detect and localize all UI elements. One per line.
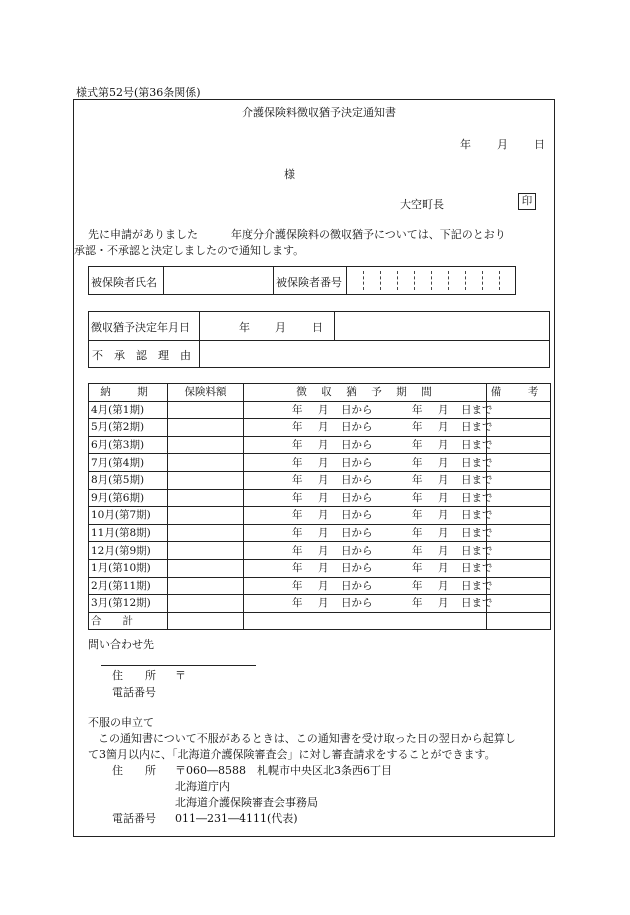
span-year: 年 <box>292 544 303 557</box>
span-month: 月 <box>438 491 449 504</box>
span-year: 年 <box>292 421 303 434</box>
decision-extra-field[interactable] <box>335 312 549 340</box>
span-month: 月 <box>318 509 329 522</box>
span-month: 月 <box>318 474 329 487</box>
row-note[interactable] <box>487 542 551 560</box>
span-to: 日まで <box>461 562 493 575</box>
row-note[interactable] <box>487 595 551 613</box>
header-amount: 保険料額 <box>168 384 244 402</box>
span-from: 日から <box>341 544 373 557</box>
row-note[interactable] <box>487 454 551 472</box>
row-amount[interactable] <box>168 559 244 577</box>
span-to: 日まで <box>461 456 493 469</box>
row-period: 9月(第6期) <box>89 489 168 507</box>
span-month: 月 <box>318 403 329 416</box>
row-note[interactable] <box>487 559 551 577</box>
recipient-suffix: 様 <box>284 168 295 181</box>
appeal-phone-label: 電話番号 <box>112 812 156 825</box>
row-note[interactable] <box>487 419 551 437</box>
span-from: 日から <box>341 579 373 592</box>
table-row <box>89 471 551 489</box>
installment-table <box>88 383 551 630</box>
span-to: 日まで <box>461 527 493 540</box>
row-period: 3月(第12期) <box>89 595 168 613</box>
total-row <box>89 612 551 630</box>
issue-date-year: 年 <box>460 138 471 151</box>
table-row <box>89 524 551 542</box>
span-to: 日まで <box>461 579 493 592</box>
table-row <box>89 559 551 577</box>
row-period: 11月(第8期) <box>89 524 168 542</box>
insured-name-label-cell <box>89 267 164 294</box>
span-to: 日まで <box>461 403 493 416</box>
row-note[interactable] <box>487 471 551 489</box>
span-year: 年 <box>412 491 423 504</box>
issuer-name: 大空町長 <box>400 198 444 211</box>
span-year: 年 <box>292 439 303 452</box>
row-note[interactable] <box>487 401 551 419</box>
span-from: 日から <box>341 597 373 610</box>
row-period: 8月(第5期) <box>89 471 168 489</box>
span-month: 月 <box>438 421 449 434</box>
appeal-address-line2: 北海道庁内 <box>175 780 230 793</box>
appeal-address-line3: 北海道介護保険審査会事務局 <box>175 796 318 809</box>
span-from: 日から <box>341 474 373 487</box>
row-deferral-span[interactable] <box>244 595 493 613</box>
insured-number-label-cell <box>274 267 347 294</box>
row-deferral-span[interactable] <box>244 436 493 454</box>
row-amount[interactable] <box>168 401 244 419</box>
insured-number-field[interactable] <box>347 267 515 294</box>
span-year: 年 <box>292 456 303 469</box>
disapproval-reason-field[interactable] <box>200 341 549 367</box>
span-month: 月 <box>438 579 449 592</box>
seal-mark: 印 <box>518 193 536 210</box>
header-note: 備 考 <box>487 384 551 402</box>
span-to: 日まで <box>461 544 493 557</box>
table-row <box>89 542 551 560</box>
span-month: 月 <box>318 562 329 575</box>
decision-date-day: 日 <box>312 321 323 334</box>
span-month: 月 <box>438 474 449 487</box>
row-period: 2月(第11期) <box>89 577 168 595</box>
row-note[interactable] <box>487 436 551 454</box>
span-month: 月 <box>438 439 449 452</box>
row-period: 7月(第4期) <box>89 454 168 472</box>
span-from: 日から <box>341 491 373 504</box>
span-month: 月 <box>318 527 329 540</box>
row-amount[interactable] <box>168 524 244 542</box>
appeal-heading: 不服の申立て <box>88 716 154 729</box>
row-deferral-span[interactable] <box>244 489 493 507</box>
span-from: 日から <box>341 456 373 469</box>
intro-text-line1: 先に申請がありました 年度分介護保険料の徴収猶予については、下記のとおり <box>88 228 506 241</box>
span-from: 日から <box>341 509 373 522</box>
table-row <box>89 577 551 595</box>
span-year: 年 <box>292 597 303 610</box>
span-month: 月 <box>318 544 329 557</box>
row-deferral-span[interactable] <box>244 542 493 560</box>
header-period: 納 期 <box>89 384 168 402</box>
form-title: 介護保険料徴収猶予決定通知書 <box>242 106 396 119</box>
decision-box <box>88 311 550 368</box>
appeal-address-label: 住 所 <box>112 764 156 777</box>
appeal-text-line2: て3箇月以内に、「北海道介護保険審査会」に対し審査請求をすることができます。 <box>88 748 496 761</box>
issue-date-month: 月 <box>497 138 508 151</box>
span-month: 月 <box>318 597 329 610</box>
span-year: 年 <box>412 421 423 434</box>
span-year: 年 <box>412 527 423 540</box>
total-amount[interactable] <box>168 612 244 630</box>
row-period: 4月(第1期) <box>89 401 168 419</box>
row-amount[interactable] <box>168 577 244 595</box>
span-to: 日まで <box>461 491 493 504</box>
span-from: 日から <box>341 403 373 416</box>
intro-text-line2: 承認・不承認と決定しましたので通知します。 <box>74 244 305 257</box>
span-year: 年 <box>292 474 303 487</box>
contact-address-label: 住 所 <box>112 669 156 682</box>
form-number: 様式第52号(第36条関係) <box>76 86 201 99</box>
span-to: 日まで <box>461 474 493 487</box>
span-month: 月 <box>318 439 329 452</box>
span-from: 日から <box>341 421 373 434</box>
insured-name-label: 被保険者氏名 <box>91 276 157 289</box>
contact-heading: 問い合わせ先 <box>88 638 154 651</box>
span-year: 年 <box>412 474 423 487</box>
table-row <box>89 507 551 525</box>
span-to: 日まで <box>461 439 493 452</box>
row-period: 6月(第3期) <box>89 436 168 454</box>
span-month: 月 <box>438 597 449 610</box>
row-deferral-span[interactable] <box>244 471 493 489</box>
table-row <box>89 401 551 419</box>
table-row <box>89 489 551 507</box>
row-note[interactable] <box>487 489 551 507</box>
contact-underline <box>101 665 256 666</box>
row-deferral-span[interactable] <box>244 454 493 472</box>
appeal-address-line1: 〒060―8588 札幌市中央区北3条西6丁目 <box>175 764 392 777</box>
row-note[interactable] <box>487 577 551 595</box>
span-from: 日から <box>341 439 373 452</box>
issue-date-day: 日 <box>534 138 545 151</box>
table-row <box>89 436 551 454</box>
row-period: 12月(第9期) <box>89 542 168 560</box>
decision-date-month: 月 <box>275 321 286 334</box>
row-deferral-span[interactable] <box>244 507 493 525</box>
span-month: 月 <box>318 456 329 469</box>
span-year: 年 <box>292 527 303 540</box>
span-month: 月 <box>438 544 449 557</box>
row-note[interactable] <box>487 524 551 542</box>
table-row <box>89 454 551 472</box>
row-period: 5月(第2期) <box>89 419 168 437</box>
span-year: 年 <box>412 509 423 522</box>
decision-date-label: 徴収猶予決定年月日 <box>91 321 190 334</box>
row-deferral-span[interactable] <box>244 419 493 437</box>
span-to: 日まで <box>461 509 493 522</box>
appeal-text-line1: この通知書について不服があるときは、この通知書を受け取った日の翌日から起算し <box>98 732 516 745</box>
span-month: 月 <box>318 491 329 504</box>
span-year: 年 <box>412 579 423 592</box>
row-amount[interactable] <box>168 489 244 507</box>
span-to: 日まで <box>461 421 493 434</box>
insured-name-field[interactable] <box>164 267 274 294</box>
decision-date-year: 年 <box>239 321 250 334</box>
row-period: 1月(第10期) <box>89 559 168 577</box>
span-year: 年 <box>292 491 303 504</box>
row-period: 10月(第7期) <box>89 507 168 525</box>
span-year: 年 <box>292 403 303 416</box>
row-amount[interactable] <box>168 595 244 613</box>
row-note[interactable] <box>487 507 551 525</box>
span-month: 月 <box>438 509 449 522</box>
span-month: 月 <box>438 456 449 469</box>
table-header-row <box>89 384 551 402</box>
span-year: 年 <box>412 544 423 557</box>
span-year: 年 <box>412 456 423 469</box>
span-from: 日から <box>341 562 373 575</box>
span-from: 日から <box>341 527 373 540</box>
header-deferral-period: 徴 収 猶 予 期 間 <box>244 384 487 402</box>
span-month: 月 <box>318 421 329 434</box>
total-label: 合 計 <box>89 612 168 630</box>
row-amount[interactable] <box>168 507 244 525</box>
row-amount[interactable] <box>168 542 244 560</box>
insured-info-row <box>88 266 516 295</box>
span-year: 年 <box>292 562 303 575</box>
appeal-phone-value: 011―231―4111(代表) <box>175 812 298 825</box>
contact-postal-mark: 〒 <box>175 669 186 682</box>
row-deferral-span[interactable] <box>244 524 493 542</box>
insured-number-label: 被保険者番号 <box>276 276 342 289</box>
row-amount[interactable] <box>168 454 244 472</box>
row-deferral-span[interactable] <box>244 559 493 577</box>
span-month: 月 <box>438 403 449 416</box>
span-year: 年 <box>292 509 303 522</box>
span-year: 年 <box>412 439 423 452</box>
span-year: 年 <box>412 562 423 575</box>
span-to: 日まで <box>461 597 493 610</box>
row-amount[interactable] <box>168 471 244 489</box>
row-deferral-span[interactable] <box>244 577 493 595</box>
span-year: 年 <box>292 579 303 592</box>
span-month: 月 <box>438 527 449 540</box>
row-amount[interactable] <box>168 436 244 454</box>
disapproval-reason-label: 不 承 認 理 由 <box>92 349 191 362</box>
table-row <box>89 595 551 613</box>
row-amount[interactable] <box>168 419 244 437</box>
span-month: 月 <box>438 562 449 575</box>
notice-form <box>73 99 555 837</box>
span-month: 月 <box>318 579 329 592</box>
span-year: 年 <box>412 403 423 416</box>
span-year: 年 <box>412 597 423 610</box>
contact-phone-label: 電話番号 <box>112 686 156 699</box>
row-deferral-span[interactable] <box>244 401 493 419</box>
table-row <box>89 419 551 437</box>
